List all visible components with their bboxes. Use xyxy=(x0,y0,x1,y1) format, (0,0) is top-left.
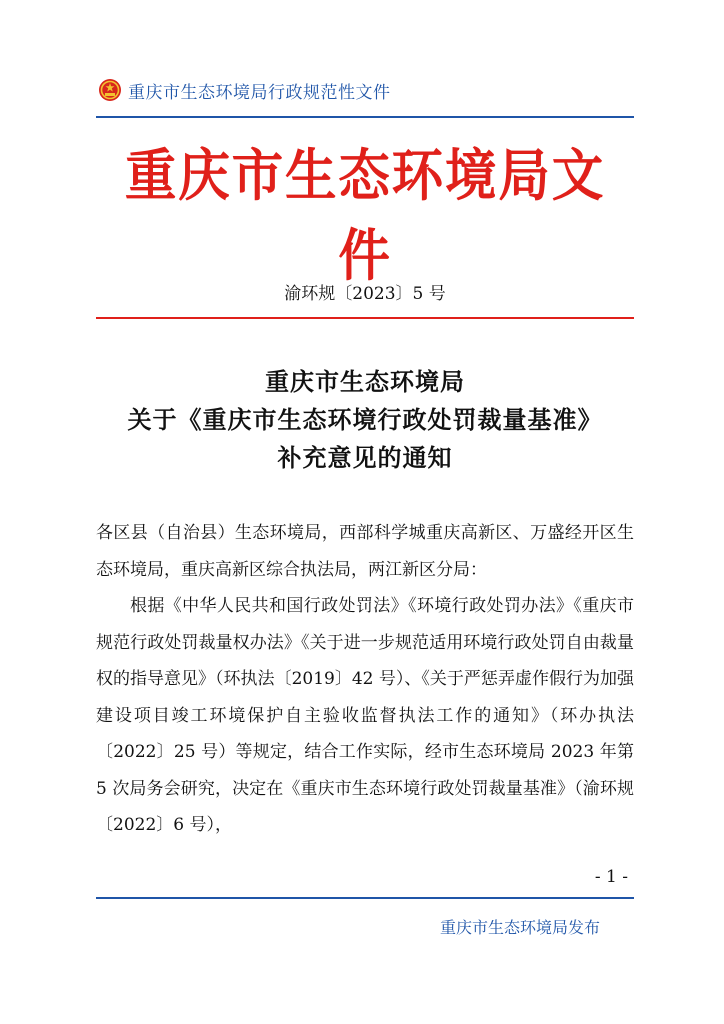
footer-divider xyxy=(96,897,634,899)
document-number: 渝环规〔2023〕5 号 xyxy=(284,284,446,304)
title-line-3: 补充意见的通知 xyxy=(277,443,453,472)
document-body xyxy=(96,515,634,844)
title-line-1: 重庆市生态环境局 xyxy=(265,367,465,396)
body-paragraph-1: 根据《中华人民共和国行政处罚法》《环境行政处罚办法》《重庆市规范行政处罚裁量权办法》《关于进一步规范适用环境行政处罚自由裁量权的指导意见》（环执法〔2019〕42 号）、《关于严惩弄虚作假行为加强建设项目竣工环境保护自主验收监督执法工作的通知》（环办执法〔2022〕25 号）等规定，结合工作实际，经市生态环境局 2023 年第 5 次局务会研究，决定在《重庆市生态环境行政处罚裁量基准》（渝环规〔2022〕6 号）， xyxy=(96,596,634,835)
recipients-paragraph: 各区县（自治县）生态环境局，西部科学城重庆高新区、万盛经开区生态环境局，重庆高新区综合执法局，两江新区分局： xyxy=(96,523,634,580)
document-title xyxy=(96,363,634,477)
red-divider xyxy=(96,317,634,319)
document-header xyxy=(98,76,391,104)
page-number: - 1 - xyxy=(594,867,628,887)
header-divider xyxy=(96,116,634,118)
publisher-label: 重庆市生态环境局发布 xyxy=(439,918,600,937)
title-line-2: 关于《重庆市生态环境行政处罚裁量基准》 xyxy=(127,405,603,434)
header-title: 重庆市生态环境局行政规范性文件 xyxy=(128,82,391,103)
national-emblem-icon xyxy=(98,78,122,102)
document-issuer: 重庆市生态环境局文件 xyxy=(124,144,606,289)
